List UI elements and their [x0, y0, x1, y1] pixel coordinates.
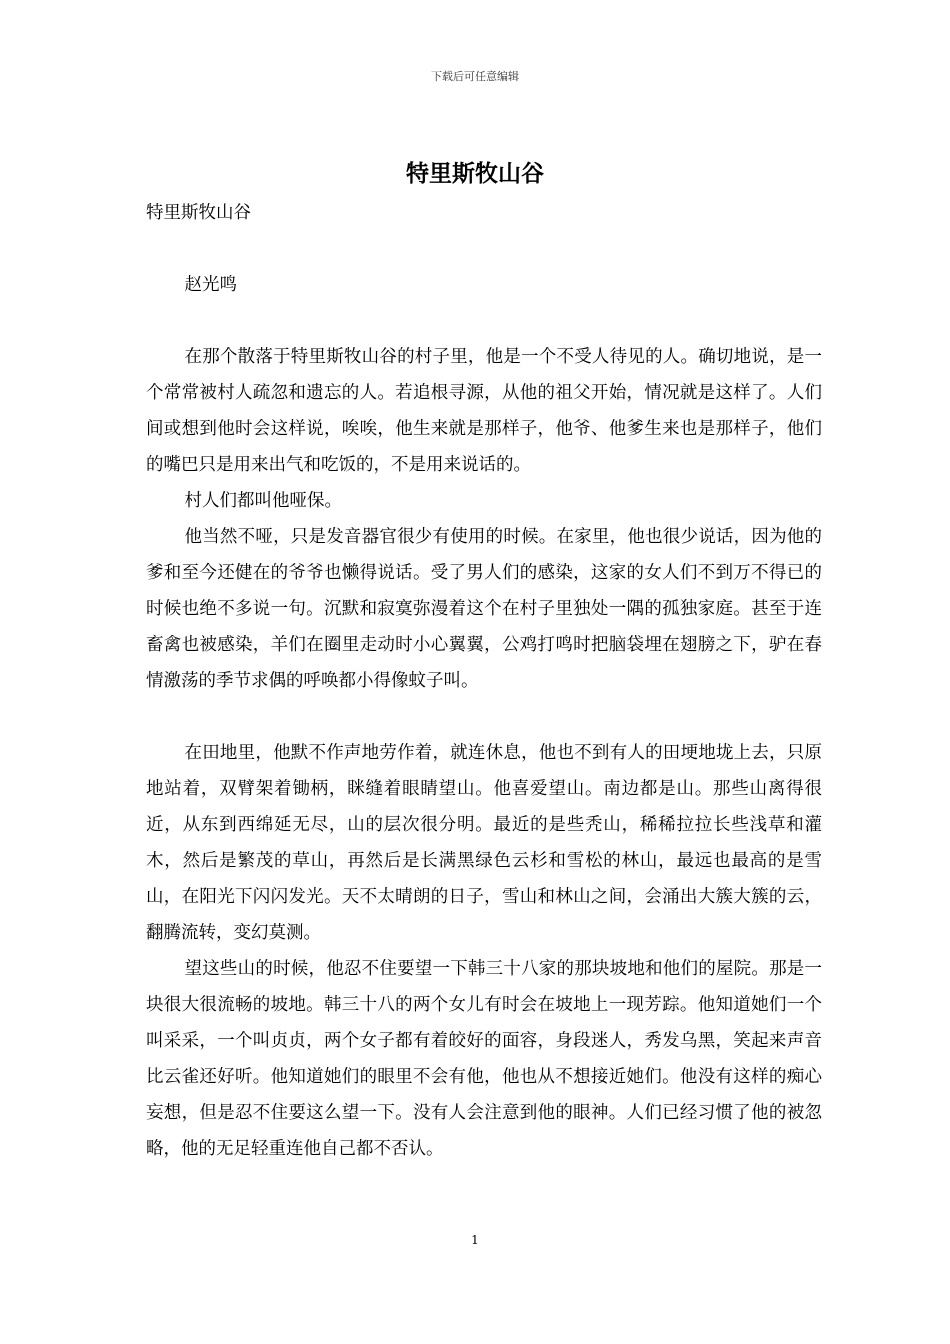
page-number: 1 [471, 1233, 479, 1247]
spacer [146, 303, 822, 339]
spacer [146, 699, 822, 735]
paragraph: 他当然不哑，只是发音器官很少有使用的时候。在家里，他也很少说话，因为他的爹和至今还健在的爷爷也懒得说话。受了男人们的感染，这家的女人们不到万不得已的时候也绝不多说一句。沉默和寂寞弥漫着这个在村子里独处一隅的孤独家庭。甚至于连畜禽也被感染，羊们在圈里走动时小心翼翼，公鸡打鸣时把脑袋埋在翅膀之下，驴在春情激荡的季节求偶的呼唤都小得像蚊子叫。 [146, 527, 822, 691]
paragraph: 村人们都叫他哑保。 [184, 491, 342, 511]
header-note: 下载后可任意编辑 [431, 70, 519, 83]
author-name: 赵光鸣 [184, 275, 237, 295]
spacer [146, 231, 822, 267]
document-title: 特里斯牧山谷 [406, 160, 544, 187]
subtitle: 特里斯牧山谷 [146, 203, 251, 223]
document-body [146, 195, 822, 1167]
paragraph: 在田地里，他默不作声地劳作着，就连休息，他也不到有人的田埂地垅上去，只原地站着，双臂架着锄柄，眯缝着眼睛望山。他喜爱望山。南边都是山。那些山离得很近，从东到西绵延无尽，山的层次很分明。最近的是些秃山，稀稀拉拉长些浅草和灌木，然后是繁茂的草山，再然后是长满黑绿色云杉和雪松的林山，最远也最高的是雪山，在阳光下闪闪发光。天不太晴朗的日子，雪山和林山之间，会涌出大簇大簇的云，翻腾流转，变幻莫测。 [146, 743, 822, 943]
paragraph: 望这些山的时候，他忍不住要望一下韩三十八家的那块坡地和他们的屋院。那是一块很大很流畅的坡地。韩三十八的两个女儿有时会在坡地上一现芳踪。他知道她们一个叫采采，一个叫贞贞，两个女子都有着皎好的面容，身段迷人，秀发乌黑，笑起来声音比云雀还好听。他知道她们的眼里不会有他，他也从不想接近她们。他没有这样的痴心妄想，但是忍不住要这么望一下。没有人会注意到他的眼神。人们已经习惯了他的被忽略，他的无足轻重连他自己都不否认。 [146, 959, 822, 1159]
paragraph: 在那个散落于特里斯牧山谷的村子里，他是一个不受人待见的人。确切地说，是一个常常被村人疏忽和遗忘的人。若追根寻源，从他的祖父开始，情况就是这样了。人们间或想到他时会这样说，唉唉，他生来就是那样子，他爷、他爹生来也是那样子，他们的嘴巴只是用来出气和吃饭的，不是用来说话的。 [146, 347, 822, 475]
